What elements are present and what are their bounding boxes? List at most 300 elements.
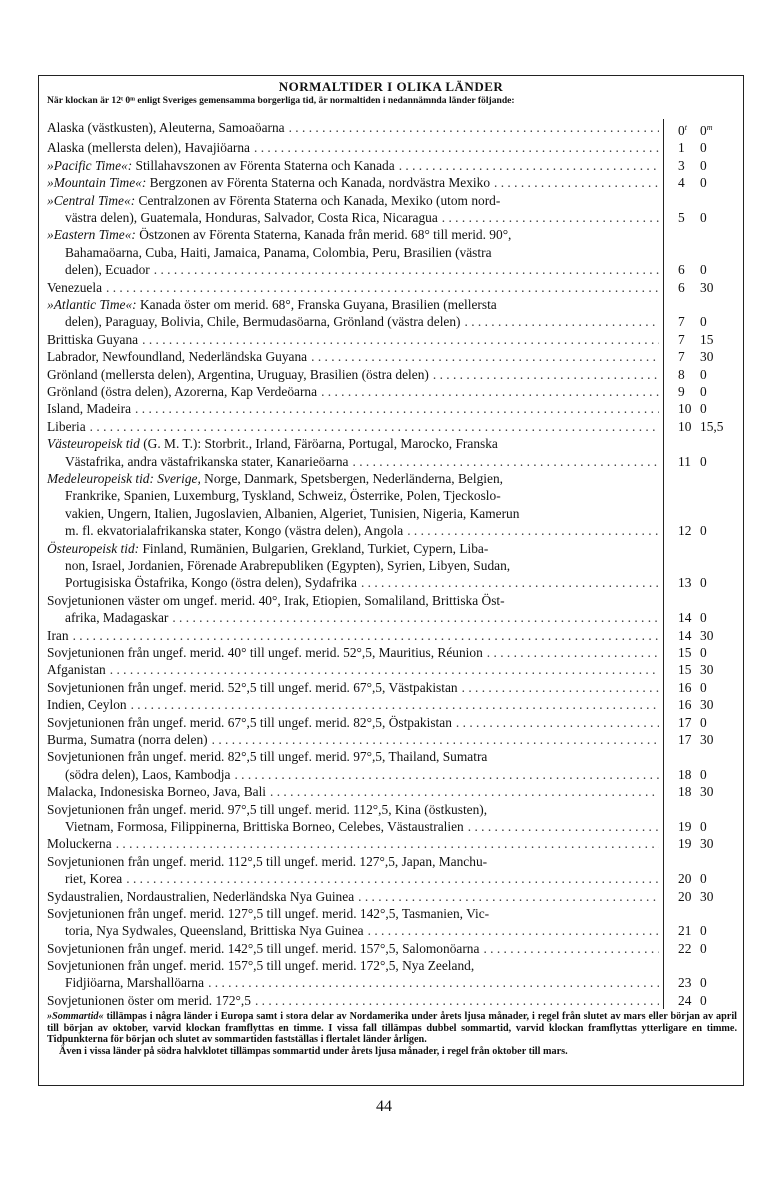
row-line (47, 574, 659, 591)
row-text-body: Bahamaöarna, Cuba, Haiti, Jamaica, Panama, Colombia, Peru, Brasilien (västra (65, 244, 492, 260)
row-text (47, 279, 102, 296)
row-text-body: västra delen), Guatemala, Honduras, Salvador, Costa Rica, Nicaragua (65, 210, 438, 226)
row-text (47, 296, 497, 313)
table-row (47, 157, 739, 174)
row-text (47, 644, 483, 661)
table-row (47, 644, 739, 661)
row-text (47, 940, 479, 957)
row-line (47, 592, 659, 609)
time-hours: 17 (678, 731, 692, 747)
time-hours: 24 (678, 992, 692, 1008)
row-description (47, 592, 659, 627)
time-minutes: 0 (700, 679, 707, 695)
time-hours: 6 (678, 279, 685, 295)
table-row (47, 696, 739, 713)
leader-dots (250, 139, 659, 156)
row-time (664, 714, 734, 731)
row-line (47, 748, 659, 765)
table-row (47, 470, 739, 540)
page-number: 44 (376, 1098, 392, 1115)
hour-unit: t (684, 123, 687, 132)
table-row (47, 279, 739, 296)
row-text (47, 801, 487, 818)
leader-dots (86, 418, 659, 435)
row-text-body: Brittiska Guyana (47, 331, 139, 347)
row-text (47, 157, 395, 174)
row-line (47, 400, 659, 417)
row-line (47, 905, 659, 922)
row-text-body: toria, Nya Sydwales, Queensland, Brittiska Nya Guinea (65, 923, 364, 939)
zone-name: »Central Time«: (47, 192, 136, 208)
row-time (664, 418, 734, 435)
row-text-body: Bergzonen av Förenta Staterna och Kanada, nordvästra Mexiko (146, 175, 491, 191)
row-text-body: m. fl. ekvatorialafrikanska stater, Kongo (västra delen), Angola (65, 523, 404, 539)
row-time (664, 383, 734, 400)
time-hours: 6 (678, 262, 685, 278)
row-text (65, 922, 364, 939)
row-line (47, 348, 659, 365)
time-hours: 15 (678, 644, 692, 660)
leader-dots (127, 696, 659, 713)
row-text-body: Portugisiska Östafrika, Kongo (östra delen), Sydafrika (65, 575, 357, 591)
row-text (47, 348, 307, 365)
row-description (47, 139, 659, 156)
row-description (47, 992, 659, 1009)
row-text-body: Sovjetunionen från ungef. merid. 67°,5 till ungef. merid. 82°,5, Östpakistan (47, 714, 452, 730)
table-row (47, 905, 739, 940)
row-description (47, 296, 659, 331)
row-time (664, 853, 734, 888)
table-rows (47, 119, 739, 1009)
zone-name: »Atlantic Time«: (47, 296, 137, 312)
row-text-body: Island, Madeira (47, 401, 132, 417)
row-time (664, 470, 734, 540)
leader-dots (483, 644, 659, 661)
row-time (664, 400, 734, 417)
row-time (664, 801, 734, 836)
row-text-body: Fidjiöarna, Marshallöarna (65, 975, 205, 991)
row-text (65, 557, 510, 574)
table-row (47, 192, 739, 227)
table-row (47, 627, 739, 644)
row-line (47, 313, 659, 330)
table-row (47, 714, 739, 731)
row-text (65, 487, 501, 504)
row-text-body: Norge, Danmark, Spetsbergen, Nederländerna, Belgien, (200, 470, 503, 486)
row-description (47, 348, 659, 365)
row-description (47, 801, 659, 836)
leader-dots (452, 714, 659, 731)
row-time (664, 348, 734, 365)
leader-dots (490, 174, 659, 191)
leader-dots (106, 661, 659, 678)
row-text-body: Kanada öster om merid. 68°, Franska Guyana, Brasilien (mellersta (136, 296, 497, 312)
row-line (47, 244, 659, 261)
row-text-body: non, Israel, Jordanien, Förenade Arabrepubliken (Egypten), Syrien, Libyen, Sudan, (65, 557, 511, 573)
time-hours: 19 (678, 836, 692, 852)
row-time (664, 679, 734, 696)
row-text-body: Sovjetunionen från ungef. merid. 52°,5 till ungef. merid. 67°,5, Västpakistan (47, 679, 458, 695)
table-row (47, 226, 739, 278)
leader-dots (349, 453, 660, 470)
row-text (47, 139, 250, 156)
zone-name: Östeuropeisk tid: (47, 540, 140, 556)
time-minutes: 0 (700, 714, 707, 730)
time-hours: 10 (678, 418, 692, 434)
row-line (47, 627, 659, 644)
time-minutes: 0 (700, 210, 707, 225)
row-description (47, 157, 659, 174)
row-description (47, 714, 659, 731)
row-text (47, 835, 112, 852)
row-text-body: Indien, Ceylon (47, 697, 127, 713)
time-hours: 14 (678, 610, 692, 626)
time-hours: 14 (678, 627, 692, 643)
row-description (47, 400, 659, 417)
leader-dots (364, 922, 659, 939)
time-minutes: 0 (700, 314, 707, 330)
row-line (47, 696, 659, 713)
row-text-body: Västafrika, andra västafrikanska stater, Kanarieöarna (65, 453, 349, 469)
row-text-body: Sovjetunionen öster om merid. 172°,5 (47, 992, 251, 1008)
row-text-body: Grönland (mellersta delen), Argentina, Uruguay, Brasilien (östra delen) (47, 366, 429, 382)
time-hours: 7 (678, 314, 685, 330)
leader-dots (131, 400, 659, 417)
row-text (47, 435, 498, 452)
row-text-body: Finland, Rumänien, Bulgarien, Grekland, Turkiet, Cypern, Liba- (139, 540, 489, 556)
row-line (47, 226, 659, 243)
time-hours: 1 (678, 140, 685, 156)
leader-dots (230, 766, 659, 783)
row-description (47, 331, 659, 348)
row-line (47, 870, 659, 887)
row-text-body: Alaska (mellersta delen), Havajiöarna (47, 140, 250, 156)
time-hours: 17 (678, 714, 692, 730)
leader-dots (479, 940, 659, 957)
row-text (47, 119, 285, 136)
time-hours: 18 (678, 766, 692, 782)
row-time (664, 157, 734, 174)
minute-unit: m (706, 123, 713, 132)
row-description (47, 435, 659, 470)
row-description (47, 696, 659, 713)
row-line (47, 766, 659, 783)
table-row (47, 540, 739, 592)
row-description (47, 853, 659, 888)
row-text (65, 261, 150, 278)
leader-dots (208, 731, 659, 748)
note-heading: »Sommartid« (47, 1011, 104, 1022)
leader-dots (395, 157, 659, 174)
row-line (47, 174, 659, 191)
row-line (47, 157, 659, 174)
row-text-body: Alaska (västkusten), Aleuterna, Samoaöarna (47, 120, 285, 135)
row-text-body: vakien, Ungern, Italien, Jugoslavien, Albanien, Algeriet, Tunisien, Nigeria, Kamerun (65, 505, 520, 521)
row-line (47, 609, 659, 626)
table-row (47, 139, 739, 156)
row-text (65, 209, 438, 226)
zone-name: »Mountain Time«: (47, 175, 147, 191)
time-hours: 19 (678, 818, 692, 834)
table-row (47, 400, 739, 417)
time-minutes: 0 (700, 453, 707, 469)
row-time (664, 905, 734, 940)
table-row (47, 957, 739, 992)
row-text (65, 870, 122, 887)
row-description (47, 279, 659, 296)
time-minutes: 30 (700, 279, 714, 295)
row-description (47, 940, 659, 957)
row-time (664, 696, 734, 713)
table-row (47, 348, 739, 365)
time-hours: 23 (678, 975, 692, 991)
row-text-body: Sovjetunionen från ungef. merid. 40° till ungef. merid. 52°,5, Mauritius, Réunion (47, 644, 483, 660)
table-row (47, 435, 739, 470)
row-line (47, 940, 659, 957)
row-time (664, 592, 734, 627)
time-minutes: 30 (700, 836, 714, 852)
table-row (47, 783, 739, 800)
row-line (47, 731, 659, 748)
row-text (47, 540, 488, 557)
time-hours: 7 (678, 349, 685, 365)
row-text (47, 992, 251, 1009)
row-line (47, 192, 659, 209)
time-minutes: 30 (700, 697, 714, 713)
time-minutes: 0$^m$ (700, 123, 713, 138)
time-minutes: 0 (700, 175, 707, 191)
row-text-body: Sovjetunionen från ungef. merid. 157°,5 till ungef. merid. 172°,5, Nya Zeeland, (47, 958, 475, 974)
time-hours: 5 (678, 210, 685, 225)
table-row (47, 888, 739, 905)
row-time (664, 888, 734, 905)
row-text (65, 574, 357, 591)
row-time (664, 192, 734, 227)
row-line (47, 992, 659, 1009)
leader-dots (168, 609, 659, 626)
table-row (47, 119, 739, 139)
leader-dots (317, 383, 659, 400)
row-time (664, 366, 734, 383)
time-hours: 9 (678, 383, 685, 399)
row-line (47, 261, 659, 278)
row-description (47, 835, 659, 852)
table-row (47, 940, 739, 957)
time-hours: 10 (678, 401, 692, 417)
row-description (47, 748, 659, 783)
time-minutes: 0 (700, 575, 707, 591)
time-minutes: 0 (700, 401, 707, 417)
leader-dots (461, 313, 659, 330)
row-text-body: delen), Ecuador (65, 262, 150, 278)
row-text (47, 470, 503, 487)
row-time (664, 783, 734, 800)
leader-dots (122, 870, 659, 887)
zone-name: Västeuropeisk tid (47, 436, 140, 452)
row-time (664, 940, 734, 957)
row-description (47, 679, 659, 696)
row-text-body: Sovjetunionen från ungef. merid. 127°,5 till ungef. merid. 142°,5, Tasmanien, Vic- (47, 905, 490, 921)
row-description (47, 174, 659, 191)
time-hours: 20 (678, 888, 692, 904)
row-line (47, 435, 659, 452)
time-hours: 12 (678, 523, 692, 539)
row-description (47, 366, 659, 383)
leader-dots (138, 331, 659, 348)
table-row (47, 366, 739, 383)
note-text: tillämpas i några länder i Europa samt i stora delar av Nordamerika under årets ljusa månader, i regel från slutet av mars eller början av april till början av oktober, varvid klockan framflyttas en timme. I vissa fall tillämpas dubbel sommartid, varvid klockan framflyttas ytterligare en timme. Tidpunkterna för början och slutet av sommartiden fastställas i flertalet länder årligen. (47, 1011, 737, 1046)
table-row (47, 331, 739, 348)
time-minutes: 0 (700, 383, 707, 399)
row-text-body: (södra delen), Laos, Kambodja (65, 766, 231, 782)
time-minutes: 0 (700, 975, 707, 991)
row-description (47, 957, 659, 992)
table-row (47, 592, 739, 627)
time-minutes: 30 (700, 662, 714, 678)
row-text (65, 522, 403, 539)
row-line (47, 661, 659, 678)
row-line (47, 557, 659, 574)
row-text (47, 731, 208, 748)
row-text (47, 592, 505, 609)
row-text-body: Sovjetunionen från ungef. merid. 97°,5 till ungef. merid. 112°,5, Kina (östkusten), (47, 801, 488, 817)
row-text (47, 714, 452, 731)
time-hours: 22 (678, 940, 692, 956)
row-time (664, 835, 734, 852)
time-minutes: 0 (700, 818, 707, 834)
row-text (47, 853, 487, 870)
leader-dots (458, 679, 659, 696)
time-minutes: 0 (700, 940, 707, 956)
row-text (47, 418, 86, 435)
time-minutes: 30 (700, 731, 714, 747)
row-text (47, 957, 474, 974)
time-hours: 16 (678, 697, 692, 713)
row-time (664, 296, 734, 331)
row-line (47, 119, 659, 136)
row-description (47, 731, 659, 748)
row-text (47, 174, 490, 191)
row-line (47, 783, 659, 800)
leader-dots (69, 627, 659, 644)
row-description (47, 627, 659, 644)
leader-dots (266, 783, 659, 800)
row-line (47, 505, 659, 522)
row-text-body: Frankrike, Spanien, Luxemburg, Tyskland, Schweiz, Österrike, Polen, Tjeckoslo- (65, 488, 501, 504)
row-line (47, 366, 659, 383)
row-description (47, 418, 659, 435)
row-text-body: Liberia (47, 418, 86, 434)
row-text (47, 679, 458, 696)
row-line (47, 922, 659, 939)
leader-dots (464, 818, 659, 835)
row-line (47, 714, 659, 731)
row-line (47, 139, 659, 156)
time-minutes: 30 (700, 627, 714, 643)
leader-dots (403, 522, 659, 539)
row-time (664, 627, 734, 644)
time-hours: 8 (678, 366, 685, 382)
row-time (664, 644, 734, 661)
table-row (47, 731, 739, 748)
table-row (47, 748, 739, 783)
time-hours: 4 (678, 175, 685, 191)
row-text (65, 609, 168, 626)
row-time (664, 957, 734, 992)
row-text-body: Labrador, Newfoundland, Nederländska Guyana (47, 349, 308, 365)
row-text (65, 974, 204, 991)
row-text-body: Afganistan (47, 662, 106, 678)
table-row (47, 853, 739, 888)
row-text-body: Moluckerna (47, 836, 112, 852)
row-text-body: Sovjetunionen från ungef. merid. 112°,5 till ungef. merid. 127°,5, Japan, Manchu- (47, 853, 488, 869)
row-time (664, 540, 734, 592)
row-line (47, 835, 659, 852)
row-text-body: Vietnam, Formosa, Filippinerna, Brittiska Borneo, Celebes, Västaustralien (65, 818, 464, 834)
time-minutes: 15 (700, 331, 714, 347)
row-text-body: Sovjetunionen väster om ungef. merid. 40°, Irak, Etiopien, Somaliland, Brittiska Öst- (47, 592, 505, 608)
row-text-body: Stillahavszonen av Förenta Staterna och Kanada (132, 157, 395, 173)
row-text (47, 366, 429, 383)
row-line (47, 522, 659, 539)
leader-dots (102, 279, 659, 296)
row-line (47, 383, 659, 400)
time-minutes: 30 (700, 784, 714, 800)
time-minutes: 30 (700, 888, 714, 904)
row-description (47, 661, 659, 678)
row-line (47, 331, 659, 348)
row-time (664, 748, 734, 783)
row-text (47, 661, 106, 678)
table-row (47, 801, 739, 836)
row-line (47, 279, 659, 296)
row-time (664, 119, 734, 139)
time-minutes: 0 (700, 871, 707, 887)
zone-name: Medeleuropeisk tid: Sverige, (47, 470, 201, 486)
time-hours: 21 (678, 923, 692, 939)
row-text (65, 453, 349, 470)
time-hours: 0$^t$ (678, 123, 687, 138)
time-hours: 7 (678, 331, 685, 347)
row-time (664, 731, 734, 748)
row-time (664, 174, 734, 191)
zone-name: »Pacific Time«: (47, 157, 133, 173)
row-time (664, 226, 734, 278)
row-text-body: delen), Paraguay, Bolivia, Chile, Bermudasöarna, Grönland (västra delen) (65, 314, 461, 330)
row-time (664, 435, 734, 470)
time-hours: 3 (678, 157, 685, 173)
row-text-body: Centralzonen av Förenta Staterna och Kanada, Mexiko (utom nord- (135, 192, 501, 208)
time-hours: 13 (678, 575, 692, 591)
row-description (47, 226, 659, 278)
leader-dots (354, 888, 659, 905)
row-text (47, 748, 487, 765)
summer-time-note (47, 1011, 737, 1057)
row-line (47, 853, 659, 870)
row-text-body: afrika, Madagaskar (65, 610, 169, 626)
leader-dots (204, 974, 659, 991)
time-hours: 15 (678, 662, 692, 678)
row-line (47, 418, 659, 435)
table-intro: När klockan är 12ᵗ 0ᵐ enligt Sveriges gemensamma borgerliga tid, är normaltiden i nedannämnda länder följande: (47, 95, 515, 106)
row-text-body: Iran (47, 627, 69, 643)
table-row (47, 418, 739, 435)
leader-dots (150, 261, 659, 278)
row-time (664, 279, 734, 296)
time-minutes: 0 (700, 140, 707, 156)
row-text-body: Östzonen av Förenta Staterna, Kanada från merid. 68° till merid. 90°, (135, 227, 512, 243)
table-row (47, 174, 739, 191)
